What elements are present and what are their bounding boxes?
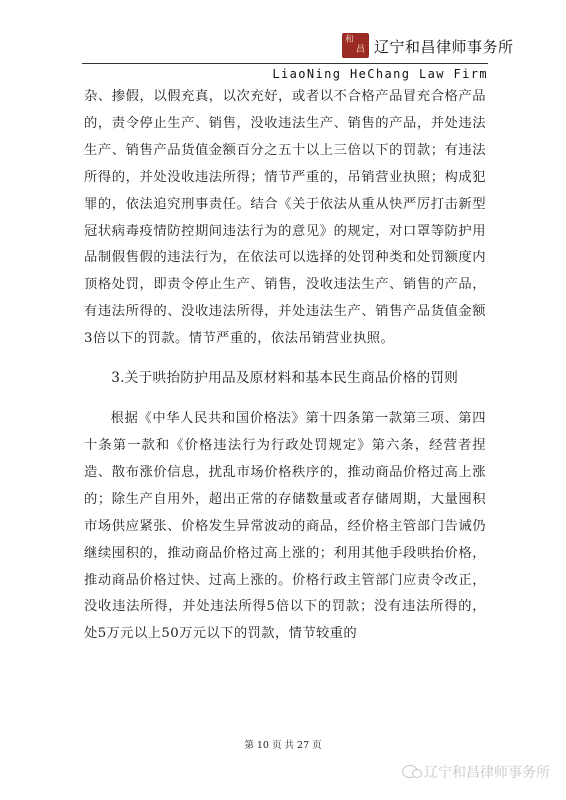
paragraph-price-law: 根据《中华人民共和国价格法》第十四条第一款第三项、第四十条第一款和《价格违法行为行政处罚规定》第六条，经营者捏造、散布涨价信息，扰乱市场价格秩序的，推动商品价格过高上涨的；除生产自用外，超出正常的存储数量或者存储周期，大量囤积市场供应紧张、价格发生异常波动的商品，经价格主管部门告诫仍继续囤积的，推动商品价格过高上涨的；利用其他手段哄抬价格，推动商品价格过快、过高上涨的。价格行政主管部门应责令改正，没收违法所得，并处违法所得5倍以下的罚款；没有违法所得的，处5万元以上50万元以下的罚款，情节较重的	[84, 411, 486, 642]
header-divider	[82, 63, 488, 64]
paragraph-penalty-counterfeit: 杂、掺假，以假充真，以次充好，或者以不合格产品冒充合格产品的，责令停止生产、销售，没收违法生产、销售的产品，并处违法生产、销售产品货值金额百分之五十以上三倍以下的罚款；有违法所得的，并处没收违法所得；情节严重的，吊销营业执照；构成犯罪的，依法追究刑事责任。结合《关于依法从重从快严厉打击新型冠状病毒疫情防控期间违法行为的意见》的规定，对口罩等防护用品制假售假的违法行为，在依法可以选择的处罚种类和处罚额度内顶格处罚，即责令停止生产、销售，没收违法生产、销售的产品，有违法所得的、没收违法所得，并处违法生产、销售产品货值金额3倍以下的罚款。情节严重的，依法吊销营业执照。	[84, 89, 486, 347]
firm-name-english: LiaoNing HeChang Law Firm	[272, 67, 488, 81]
section-heading-price-gouging: 3.关于哄抬防护用品及原材料和基本民生商品价格的罚则	[111, 370, 459, 387]
watermark-text: 辽宁和昌律师事务所	[424, 765, 550, 781]
document-body	[84, 84, 486, 648]
page-number: 第 10 页 共 27 页	[244, 740, 322, 751]
firm-name-chinese: 辽宁和昌律师事务所	[374, 38, 514, 56]
law-firm-seal-logo: 和 昌	[342, 33, 369, 58]
wechat-icon	[402, 765, 418, 778]
page-header	[0, 0, 566, 84]
watermark	[402, 762, 550, 782]
